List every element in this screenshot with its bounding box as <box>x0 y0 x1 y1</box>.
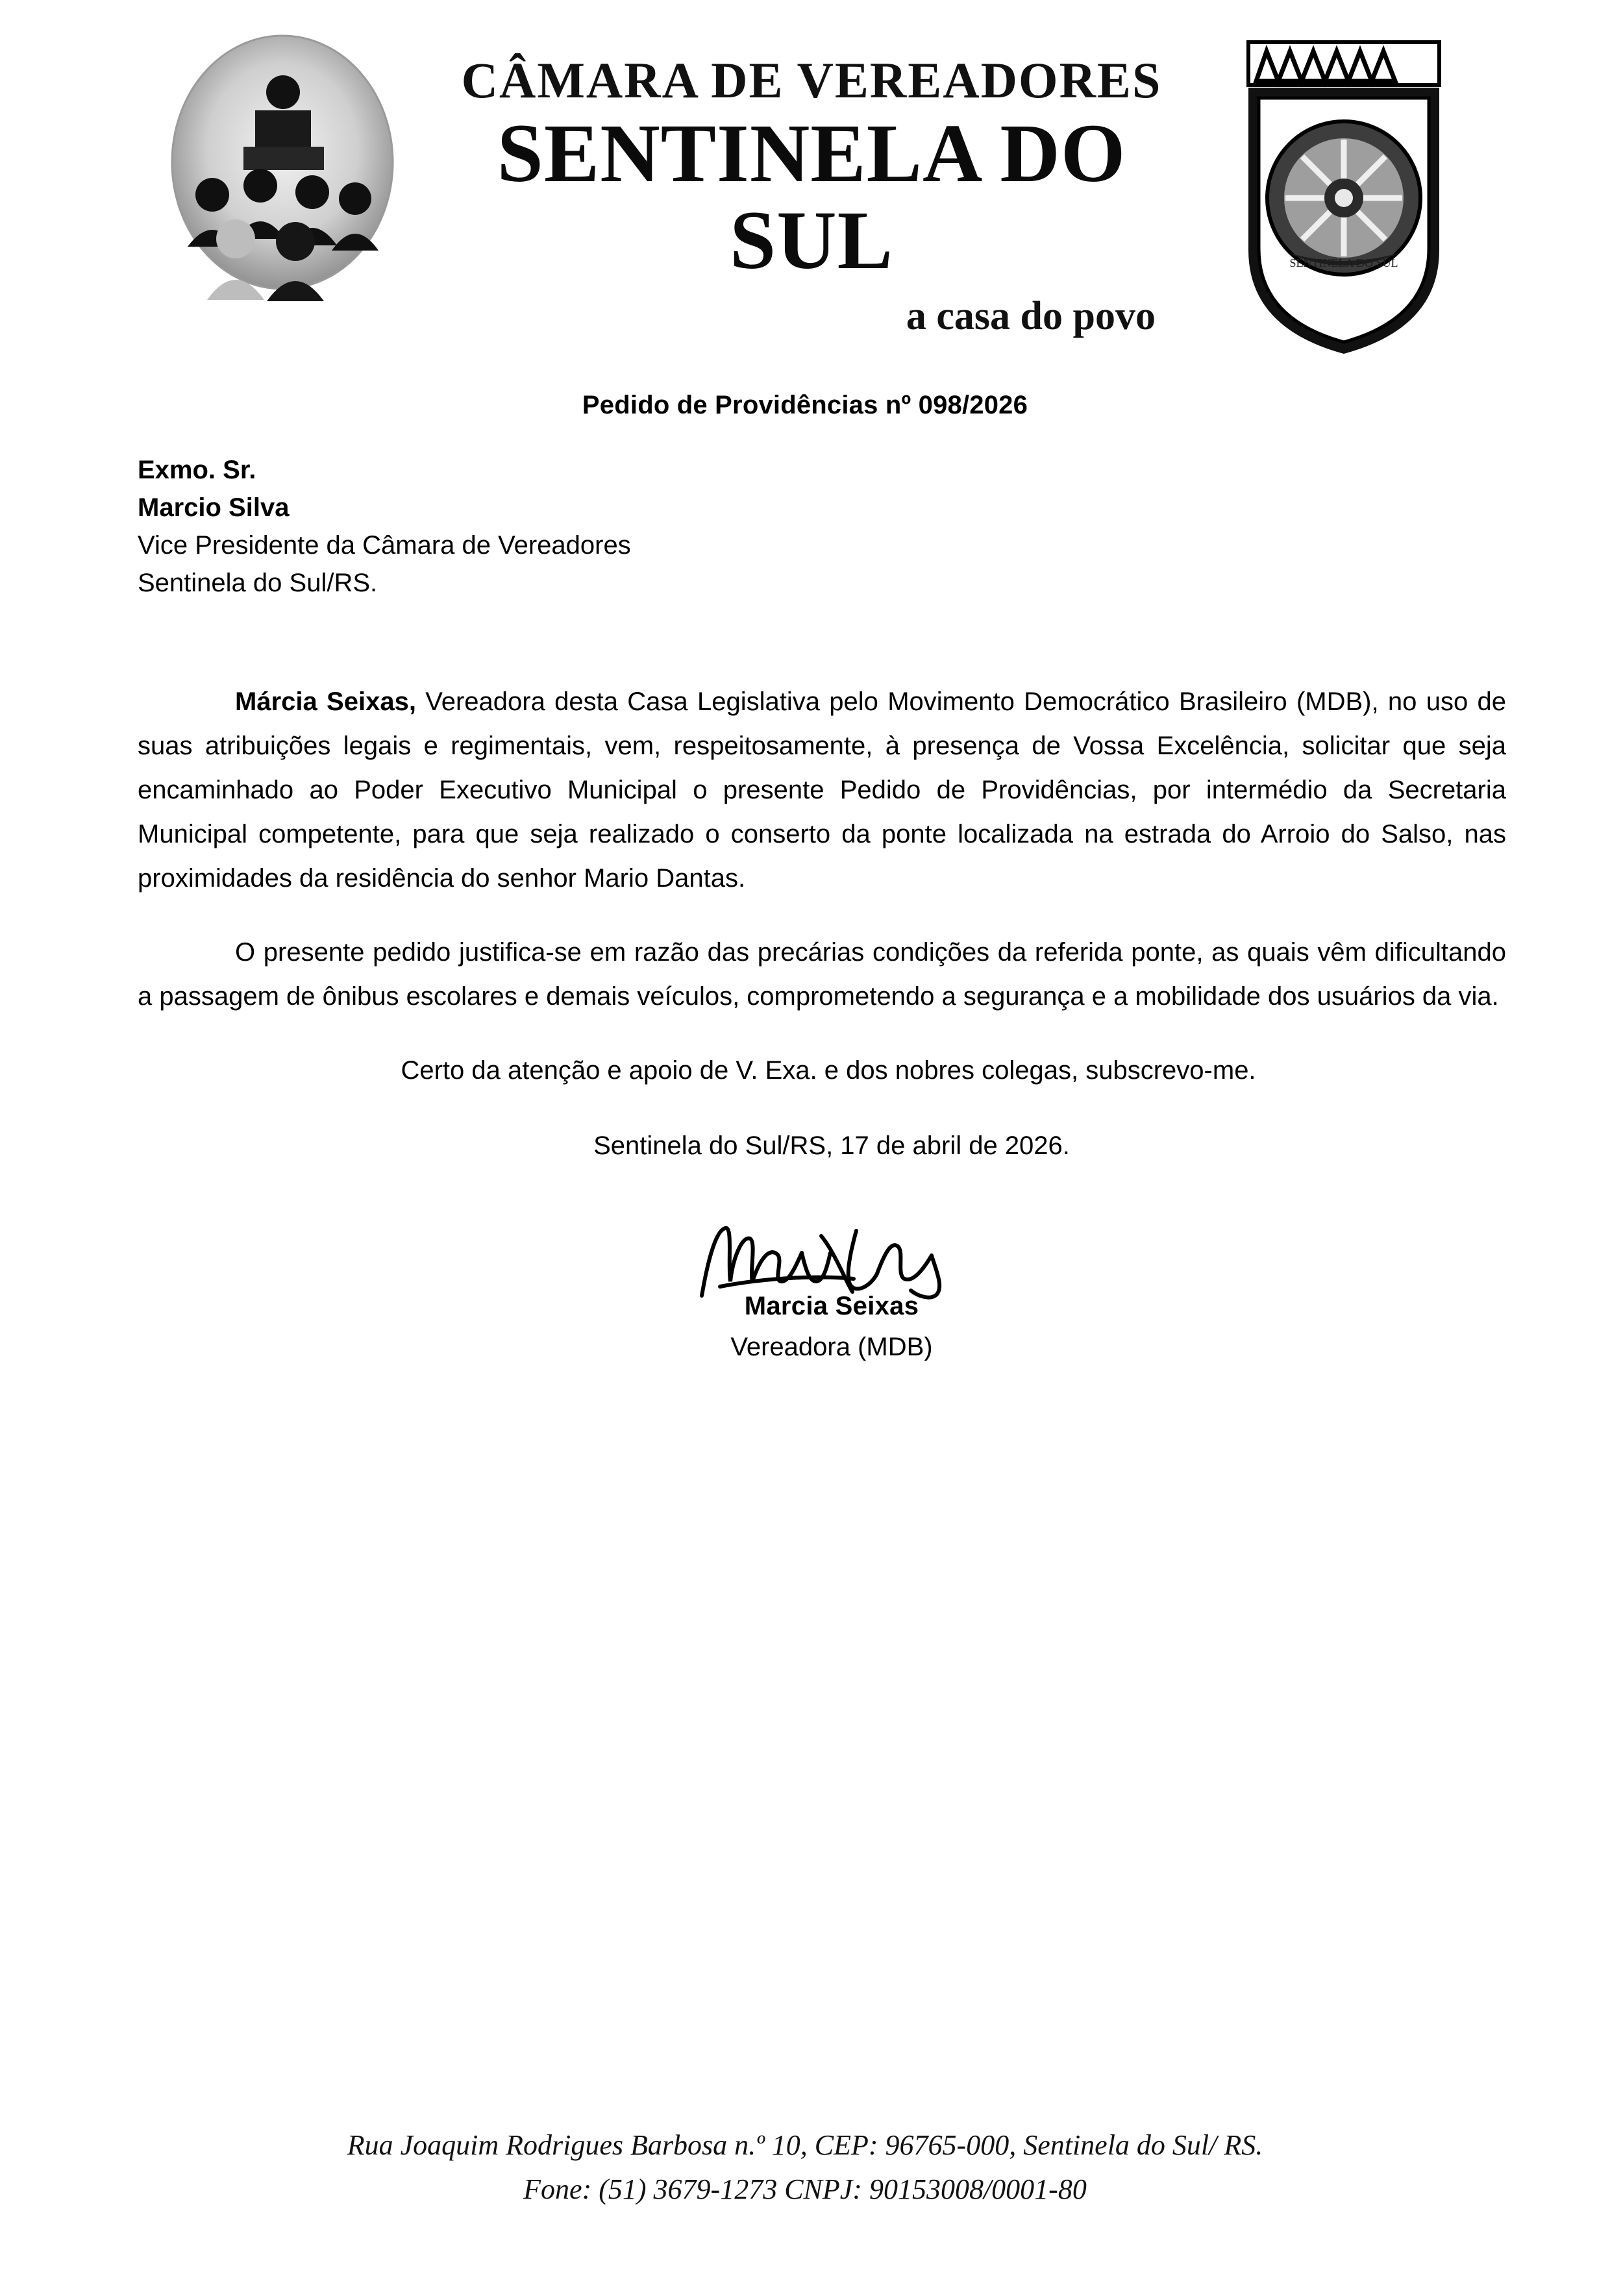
signature-role: Vereadora (MDB) <box>730 1333 933 1361</box>
municipal-coat-of-arms-icon <box>1237 36 1451 360</box>
body-paragraph-1-lead: Márcia Seixas, <box>235 687 416 716</box>
page-footer <box>0 2123 1610 2212</box>
letterhead-titles <box>428 52 1195 339</box>
footer-phone-cnpj: Fone: (51) 3679-1273 CNPJ: 90153008/0001-80 <box>523 2173 1087 2205</box>
document-body <box>0 680 1610 1407</box>
addressee-line-1: Exmo. Sr. <box>138 456 256 484</box>
signature-block <box>138 1219 1506 1407</box>
letterhead <box>0 19 1610 383</box>
signature-name: Marcia Seixas <box>744 1292 919 1320</box>
document-page <box>0 19 1610 2296</box>
handwritten-signature-icon <box>682 1219 981 1303</box>
body-paragraph-1-rest: Vereadora desta Casa Legislativa pelo Movimento Democrático Brasileiro (MDB), no uso de suas atribuições legais e regimentais, vem, respeitosamente, à presença de Vossa Excelência, solicitar que seja encaminhado ao Poder Executivo Municipal o presente Pedido de Providências, por intermédio da Secretaria Municipal competente, para que seja realizado o conserto da ponte localizada na estrada do Arroio do Salso, nas proximidades da residência do senhor Mario Dantas. <box>138 687 1506 893</box>
body-closing: Certo da atenção e apoio de V. Exa. e dos nobres colegas, subscrevo-me. <box>401 1056 1256 1085</box>
footer-address: Rua Joaquim Rodrigues Barbosa n.º 10, CEP: 96765-000, Sentinela do Sul/ RS. <box>347 2129 1263 2161</box>
document-title: Pedido de Providências nº 098/2026 <box>582 391 1028 419</box>
letterhead-title-line2: SENTINELA DO SUL <box>497 107 1126 287</box>
body-paragraph-1 <box>138 680 1506 900</box>
letterhead-title-line1: CÂMARA DE VEREADORES <box>461 52 1162 108</box>
camara-people-photo-logo <box>166 32 399 312</box>
addressee-line-4: Sentinela do Sul/RS. <box>138 569 378 597</box>
letterhead-tagline: a casa do povo <box>906 293 1156 338</box>
place-and-date: Sentinela do Sul/RS, 17 de abril de 2026. <box>593 1131 1070 1160</box>
addressee-line-3: Vice Presidente da Câmara de Vereadores <box>138 531 631 560</box>
body-paragraph-2: O presente pedido justifica-se em razão das precárias condições da referida ponte, as quais vêm dificultando a passagem de ônibus escolares e demais veículos, comprometendo a segurança e a mobilidade dos usuários da via. <box>138 938 1506 1011</box>
addressee-line-2: Marcio Silva <box>138 493 290 522</box>
addressee-block <box>0 451 1610 602</box>
svg-text:SENTINELA DO SUL: SENTINELA DO SUL <box>1289 256 1398 269</box>
